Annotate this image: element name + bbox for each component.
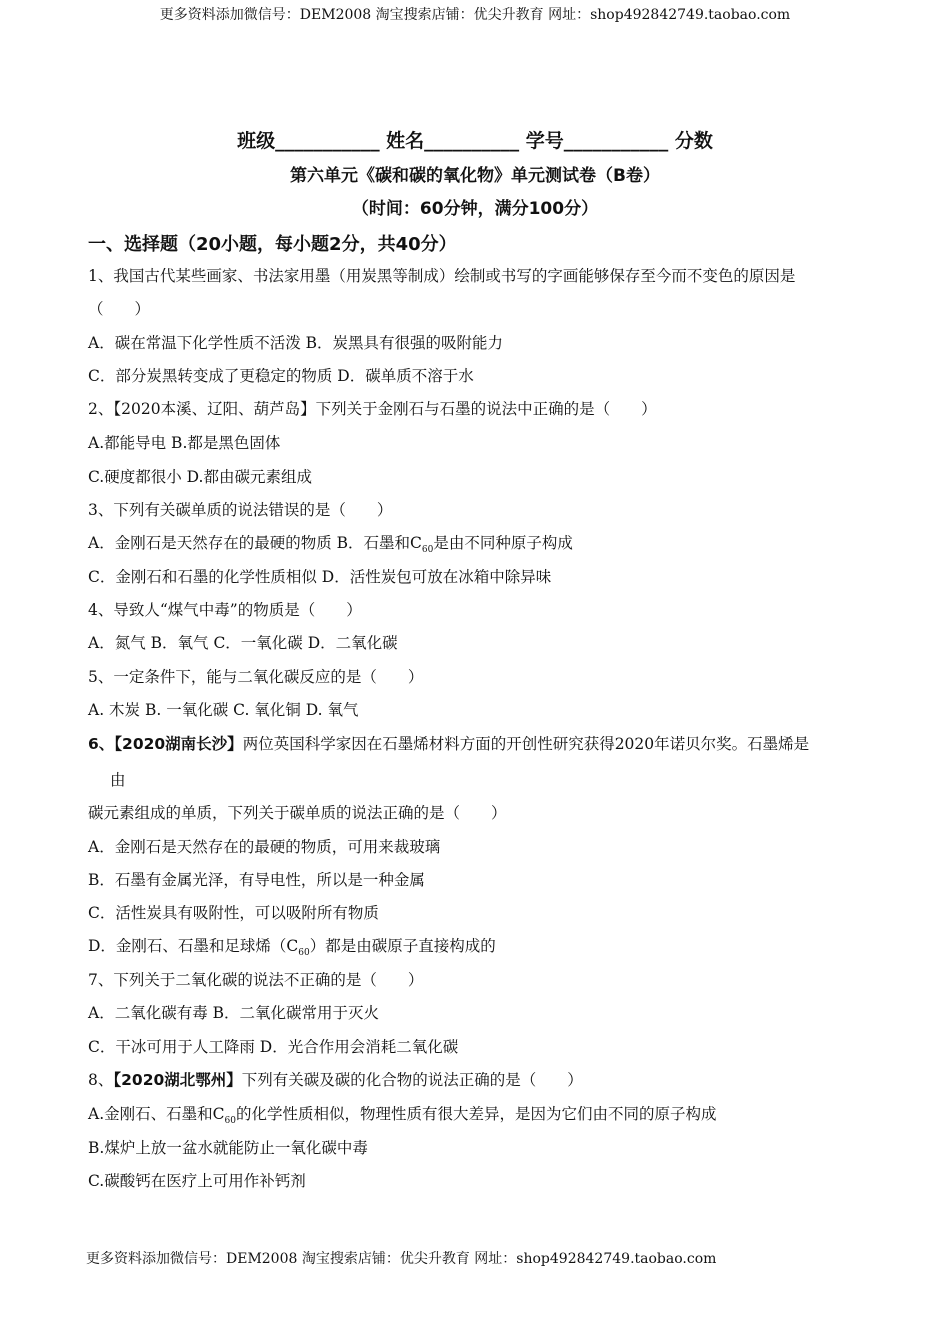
- q4-options: A．氮气 B．氧气 C．一氧化碳 D．二氧化碳: [88, 634, 398, 652]
- q6-option-c: C．活性炭具有吸附性，可以吸附所有物质: [88, 904, 379, 922]
- q6-continuation-2: 碳元素组成的单质，下列关于碳单质的说法正确的是（ ）: [88, 804, 507, 822]
- q3-options-row2: C．金刚石和石墨的化学性质相似 D．活性炭包可放在冰箱中除异味: [88, 568, 552, 586]
- q6-option-d-text: D．金刚石、石墨和足球烯（C: [88, 937, 299, 955]
- q8-option-a: [88, 1102, 716, 1126]
- q8-option-a-text-cont: 的化学性质相似，物理性质有很大差异，是因为它们由不同的原子构成: [235, 1105, 717, 1123]
- q8-option-a-text: A.金刚石、石墨和C: [88, 1105, 225, 1123]
- student-info-line: 班级___________ 姓名__________ 学号___________ 分数: [237, 130, 713, 152]
- q3-row1-text-cont: 是由不同种原子构成: [433, 534, 573, 552]
- q2-options-row2: C.硬度都很小 D.都由碳元素组成: [88, 468, 312, 486]
- q6-stem: 两位英国科学家因在石墨烯材料方面的开创性研究获得2020年诺贝尔奖。石墨烯是: [242, 735, 810, 753]
- q6-option-d-subscript: 60: [298, 948, 310, 959]
- q7-stem: 7、下列关于二氧化碳的说法不正确的是（ ）: [88, 971, 424, 989]
- q7-options-row1: A．二氧化碳有毒 B．二氧化碳常用于灭火: [88, 1004, 380, 1022]
- page-footer: 更多资料添加微信号：DEM2008 淘宝搜索店铺：优尖升教育 网址：shop492842749.taobao.com: [86, 1251, 717, 1267]
- q6-option-a: A．金刚石是天然存在的最硬的物质，可用来裁玻璃: [88, 838, 441, 856]
- q6-option-d-text-cont: ）都是由碳原子直接构成的: [309, 937, 496, 955]
- q6-number: 6、: [88, 735, 115, 753]
- q6-source: 【2020湖南长沙】: [114, 735, 243, 753]
- q3-options-row1: [88, 531, 573, 555]
- q8-option-c: C.碳酸钙在医疗上可用作补钙剂: [88, 1172, 306, 1190]
- exam-subtitle: （时间：60分钟，满分100分）: [351, 199, 599, 219]
- q3-stem: 3、下列有关碳单质的说法错误的是（ ）: [88, 501, 393, 519]
- q6-stem-line: [88, 732, 809, 754]
- exam-title: 第六单元《碳和碳的氧化物》单元测试卷（B卷）: [290, 166, 660, 186]
- q2-source: 【2020本溪、辽阳、葫芦岛】: [113, 400, 316, 418]
- q6-continuation-1: 由: [110, 771, 126, 789]
- q2-stem: 下列关于金刚石与石墨的说法中正确的是（ ）: [315, 400, 657, 418]
- q6-option-b: B．石墨有金属光泽，有导电性，所以是一种金属: [88, 871, 425, 889]
- q8-number: 8、: [88, 1071, 114, 1089]
- q4-stem: 4、导致人“煤气中毒”的物质是（ ）: [88, 601, 362, 619]
- q5-options: A. 木炭 B. 一氧化碳 C. 氧化铜 D. 氧气: [88, 701, 359, 719]
- q6-option-d: [88, 934, 496, 958]
- q7-options-row2: C．干冰可用于人工降雨 D．光合作用会消耗二氧化碳: [88, 1038, 459, 1056]
- q8-source: 【2020湖北鄂州】: [113, 1071, 242, 1089]
- q1-bracket: （ ）: [88, 300, 151, 318]
- q2-options-row1: A.都能导电 B.都是黑色固体: [88, 434, 281, 452]
- section-heading: 一、选择题（20小题，每小题2分，共40分）: [88, 234, 457, 255]
- q3-row1-text: A．金刚石是天然存在的最硬的物质 B．石墨和C: [88, 534, 422, 552]
- q1-options-row1: A．碳在常温下化学性质不活泼 B．炭黑具有很强的吸附能力: [88, 334, 504, 352]
- q8-stem-line: [88, 1068, 583, 1090]
- q2-stem-line: [88, 397, 657, 419]
- q1-options-row2: C．部分炭黑转变成了更稳定的物质 D．碳单质不溶于水: [88, 367, 474, 385]
- q8-stem: 下列有关碳及碳的化合物的说法正确的是（ ）: [241, 1071, 583, 1089]
- q1-stem: 1、我国古代某些画家、书法家用墨（用炭黑等制成）绘制或书写的字画能够保存至今而不变色的原因是: [88, 267, 796, 285]
- q8-option-a-subscript: 60: [224, 1116, 236, 1127]
- q2-number: 2、: [88, 400, 114, 418]
- q3-row1-subscript: 60: [421, 545, 434, 556]
- q5-stem: 5、一定条件下，能与二氧化碳反应的是（ ）: [88, 668, 424, 686]
- q8-option-b: B.煤炉上放一盆水就能防止一氧化碳中毒: [88, 1139, 368, 1157]
- page-header: 更多资料添加微信号：DEM2008 淘宝搜索店铺：优尖升教育 网址：shop492842749.taobao.com: [159, 7, 791, 23]
